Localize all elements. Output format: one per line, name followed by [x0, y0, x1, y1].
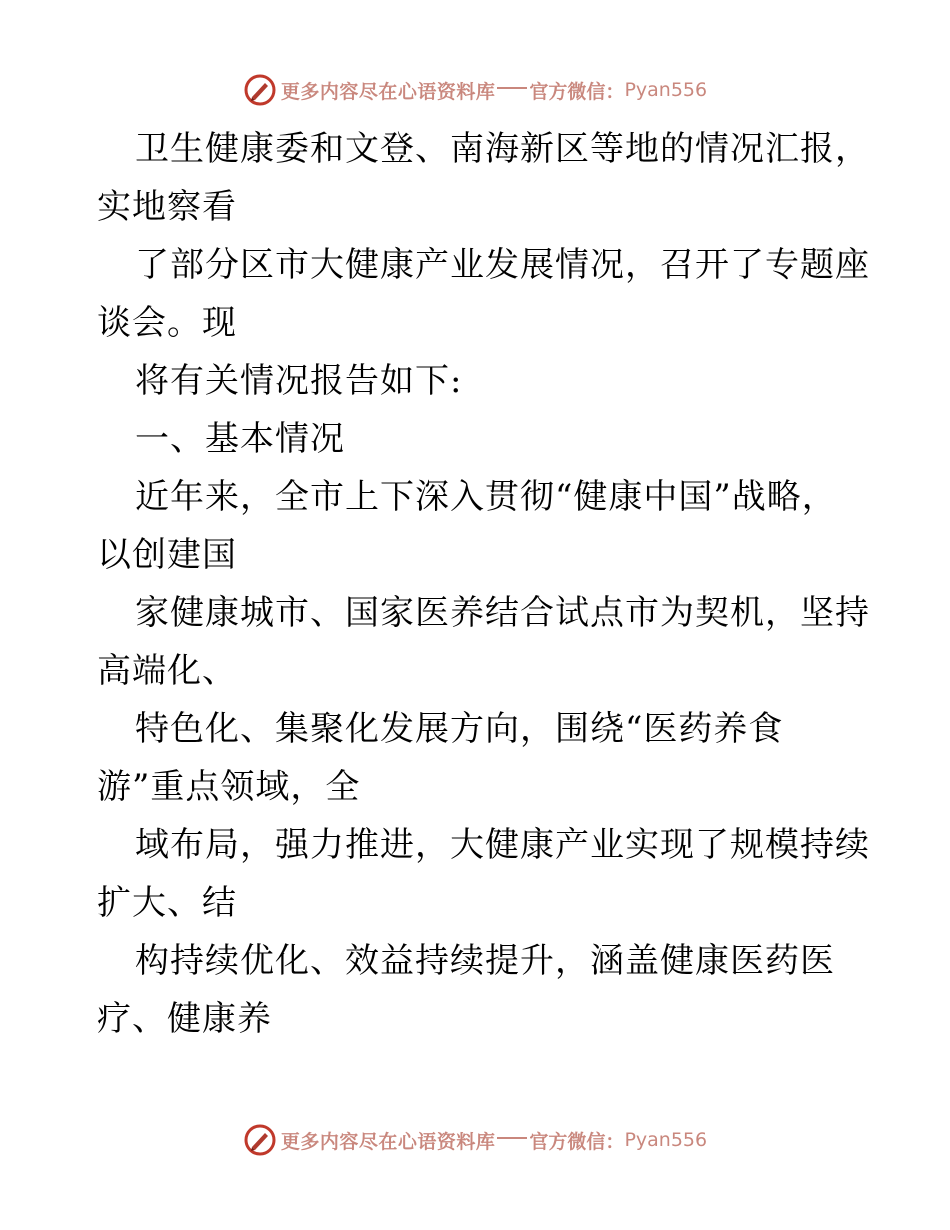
text-line: 近年来，全市上下深入贯彻“健康中国”战略，	[135, 477, 837, 517]
text-line: 将有关情况报告如下:	[135, 361, 463, 401]
text-line: 扩大、结	[97, 883, 237, 923]
text-line: 高端化、	[97, 651, 237, 691]
banner-text: 更多内容尽在心语资料库	[280, 1130, 496, 1153]
text-line: 谈会。现	[97, 303, 237, 343]
pen-logo-icon	[243, 73, 277, 107]
text-line: 家健康城市、国家医养结合试点市为契机，坚持	[135, 593, 870, 633]
text-line: 了部分区市大健康产业发展情况，召开了专题座	[135, 245, 870, 285]
banner-wechat-label: 官方微信：	[529, 1130, 625, 1153]
text-line: 域布局，强力推进，大健康产业实现了规模持续	[135, 825, 870, 865]
text-line: 构持续优化、效益持续提升，涵盖健康医药医	[135, 941, 835, 981]
banner-divider	[497, 87, 527, 89]
text-line: 游”重点领域，全	[97, 767, 361, 807]
banner-divider	[497, 1137, 527, 1139]
pen-logo-icon	[243, 1123, 277, 1157]
banner-text: 更多内容尽在心语资料库	[280, 80, 496, 103]
banner-wechat-label: 官方微信：	[529, 80, 625, 103]
text-line: 以创建国	[97, 535, 237, 575]
text-line: 特色化、集聚化发展方向，围绕“医药养食	[135, 709, 784, 749]
document-body	[97, 120, 870, 1048]
banner-wechat-id: Pyan556	[624, 1129, 708, 1151]
text-line: 疗、健康养	[97, 999, 272, 1039]
text-line: 实地察看	[97, 187, 237, 227]
text-line: 卫生健康委和文登、南海新区等地的情况汇报，	[135, 129, 870, 169]
section-heading: 一、基本情况	[135, 419, 345, 459]
footer-banner	[0, 1120, 950, 1160]
banner-wechat-id: Pyan556	[624, 79, 708, 101]
header-banner	[0, 70, 950, 110]
